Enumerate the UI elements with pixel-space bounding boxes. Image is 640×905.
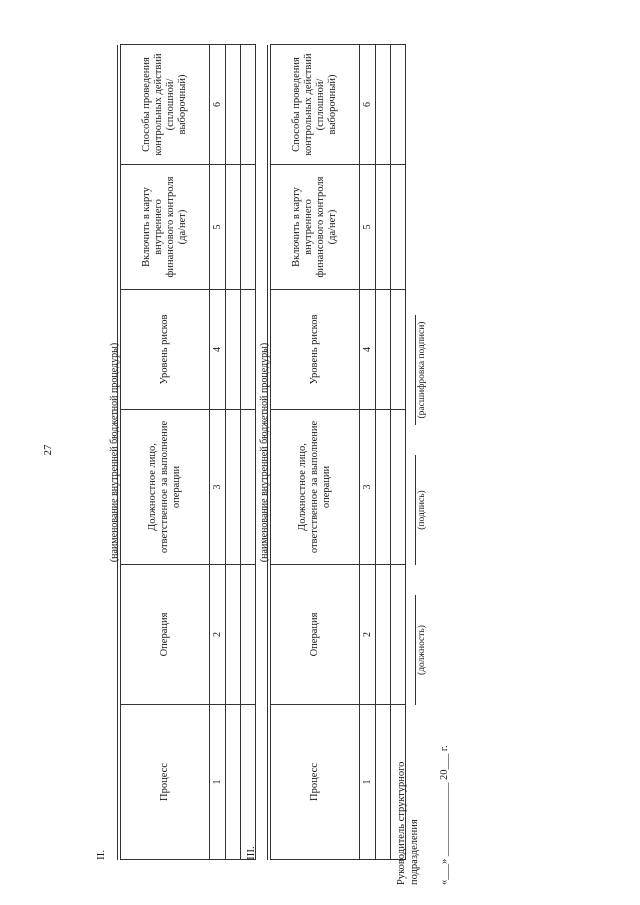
column-number: 5 bbox=[360, 165, 376, 290]
signature-line bbox=[403, 455, 416, 565]
column-number: 6 bbox=[360, 45, 376, 165]
column-number: 1 bbox=[210, 705, 226, 860]
header-control-methods: Способы проведения контрольных действий (сплошной/выборочный) bbox=[271, 45, 360, 165]
table-cell bbox=[226, 410, 241, 565]
column-number: 4 bbox=[210, 290, 226, 410]
column-number: 6 bbox=[210, 45, 226, 165]
section-roman: III. bbox=[245, 846, 257, 860]
column-number: 3 bbox=[360, 410, 376, 565]
column-number-row bbox=[210, 45, 226, 860]
section-iii bbox=[245, 45, 420, 860]
procedure-name-caption: (наименование внутренней бюджетной процедуры) bbox=[259, 342, 270, 563]
page-number: 27 bbox=[42, 444, 54, 456]
table-cell bbox=[226, 290, 241, 410]
header-risk-level: Уровень рисков bbox=[271, 290, 360, 410]
signature-block bbox=[395, 85, 470, 885]
column-number: 3 bbox=[210, 410, 226, 565]
date-line: «___» ______________ 20___ г. bbox=[439, 745, 450, 885]
decoding-caption: (расшифровка подписи) bbox=[417, 321, 427, 419]
table-header-row bbox=[271, 45, 360, 860]
table-cell bbox=[376, 565, 391, 705]
column-number: 5 bbox=[210, 165, 226, 290]
table-cell bbox=[226, 705, 241, 860]
column-number-row bbox=[360, 45, 376, 860]
column-number: 2 bbox=[210, 565, 226, 705]
table-row bbox=[226, 45, 241, 860]
column-number: 1 bbox=[360, 705, 376, 860]
header-process: Процесс bbox=[271, 705, 360, 860]
header-risk-level: Уровень рисков bbox=[121, 290, 210, 410]
header-control-methods: Способы проведения контрольных действий (сплошной/выборочный) bbox=[121, 45, 210, 165]
header-include-in-map: Включить в карту внутреннего финансового контроля (да/нет) bbox=[271, 165, 360, 290]
header-operation: Операция bbox=[121, 565, 210, 705]
column-number: 4 bbox=[360, 290, 376, 410]
section-roman: II. bbox=[95, 849, 107, 860]
header-official: Должностное лицо, ответственное за выполнение операции bbox=[121, 410, 210, 565]
table-cell bbox=[226, 565, 241, 705]
table-cell bbox=[376, 290, 391, 410]
header-include-in-map: Включить в карту внутреннего финансового контроля (да/нет) bbox=[121, 165, 210, 290]
table-cell bbox=[226, 45, 241, 165]
position-caption: (должность) bbox=[417, 625, 427, 675]
head-of-unit-label: Руководитель структурного подразделения bbox=[396, 761, 420, 885]
section-ii bbox=[95, 45, 270, 860]
header-official: Должностное лицо, ответственное за выполнение операции bbox=[271, 410, 360, 565]
table-cell bbox=[226, 165, 241, 290]
table-cell bbox=[376, 45, 391, 165]
procedure-table bbox=[120, 44, 256, 860]
position-line bbox=[403, 595, 416, 705]
signature-caption: (подпись) bbox=[417, 490, 427, 530]
table-row bbox=[376, 45, 391, 860]
procedure-table bbox=[270, 44, 406, 860]
table-header-row bbox=[121, 45, 210, 860]
header-process: Процесс bbox=[121, 705, 210, 860]
table-cell bbox=[376, 165, 391, 290]
decoding-line bbox=[403, 315, 416, 425]
procedure-name-caption: (наименование внутренней бюджетной процедуры) bbox=[109, 342, 120, 563]
table-cell bbox=[376, 705, 391, 860]
header-operation: Операция bbox=[271, 565, 360, 705]
table-cell bbox=[376, 410, 391, 565]
column-number: 2 bbox=[360, 565, 376, 705]
